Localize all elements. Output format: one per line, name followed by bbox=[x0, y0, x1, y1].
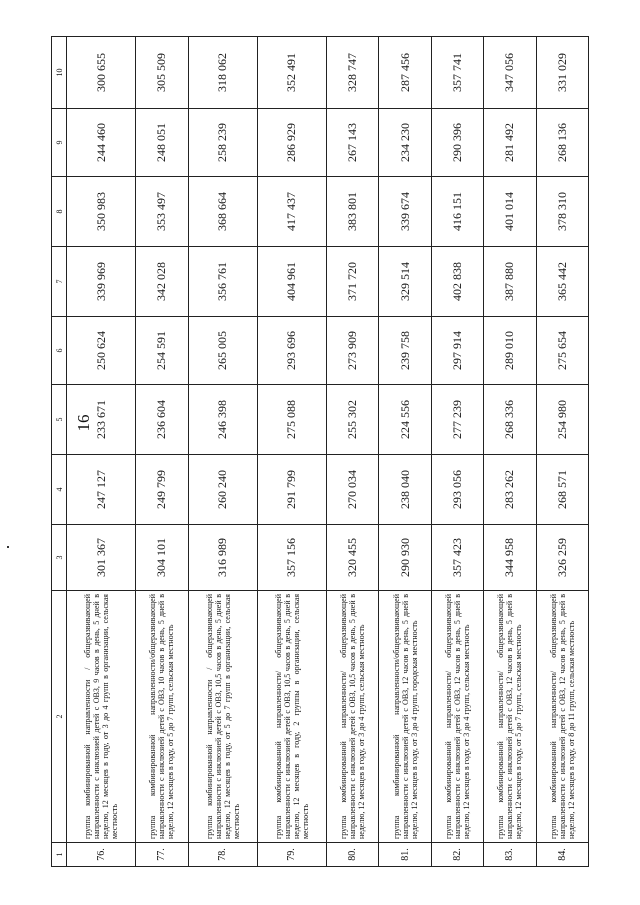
value-cell: 357 741 bbox=[431, 37, 483, 109]
row-number: 78. bbox=[188, 843, 257, 867]
value-cell: 246 398 bbox=[188, 385, 257, 455]
value-cell: 291 799 bbox=[257, 455, 326, 525]
value-cell: 353 497 bbox=[136, 177, 188, 247]
group-description: группа комбинированной направленности/общеразвивающей направленности с инклюзией детей с ОВЗ, 10 часов в день, 5 дней в неделю, 12 месяцев в году, от 5 до 7 групп, сельская местность bbox=[136, 591, 188, 843]
value-cell: 404 961 bbox=[257, 247, 326, 317]
value-cell: 283 262 bbox=[484, 455, 536, 525]
value-cell: 290 396 bbox=[431, 109, 483, 177]
value-cell: 401 014 bbox=[484, 177, 536, 247]
header-cell: 8 bbox=[52, 177, 67, 247]
value-cell: 275 088 bbox=[257, 385, 326, 455]
table-row bbox=[67, 37, 136, 867]
table-row bbox=[536, 37, 588, 867]
header-cell: 3 bbox=[52, 525, 67, 591]
value-cell: 297 914 bbox=[431, 317, 483, 385]
scan-speck bbox=[7, 546, 9, 548]
table-row bbox=[379, 37, 431, 867]
value-cell: 268 571 bbox=[536, 455, 588, 525]
value-cell: 250 624 bbox=[67, 317, 136, 385]
value-cell: 357 156 bbox=[257, 525, 326, 591]
value-cell: 286 929 bbox=[257, 109, 326, 177]
value-cell: 265 005 bbox=[188, 317, 257, 385]
table-row bbox=[484, 37, 536, 867]
value-cell: 293 056 bbox=[431, 455, 483, 525]
rotated-table-container bbox=[51, 37, 589, 867]
header-cell: 10 bbox=[52, 37, 67, 109]
value-cell: 416 151 bbox=[431, 177, 483, 247]
value-cell: 342 028 bbox=[136, 247, 188, 317]
row-number: 83. bbox=[484, 843, 536, 867]
value-cell: 287 456 bbox=[379, 37, 431, 109]
header-cell: 1 bbox=[52, 843, 67, 867]
value-cell: 383 801 bbox=[327, 177, 379, 247]
table-row bbox=[431, 37, 483, 867]
value-cell: 368 664 bbox=[188, 177, 257, 247]
value-cell: 248 051 bbox=[136, 109, 188, 177]
value-cell: 305 509 bbox=[136, 37, 188, 109]
value-cell: 371 720 bbox=[327, 247, 379, 317]
row-number: 80. bbox=[327, 843, 379, 867]
cost-table bbox=[51, 36, 589, 867]
page-number: 16 bbox=[74, 414, 93, 432]
value-cell: 281 492 bbox=[484, 109, 536, 177]
value-cell: 328 747 bbox=[327, 37, 379, 109]
value-cell: 365 442 bbox=[536, 247, 588, 317]
value-cell: 402 838 bbox=[431, 247, 483, 317]
value-cell: 268 136 bbox=[536, 109, 588, 177]
value-cell: 254 591 bbox=[136, 317, 188, 385]
value-cell: 293 696 bbox=[257, 317, 326, 385]
value-cell: 331 029 bbox=[536, 37, 588, 109]
value-cell: 277 239 bbox=[431, 385, 483, 455]
value-cell: 318 062 bbox=[188, 37, 257, 109]
table-body bbox=[67, 37, 589, 867]
row-number: 81. bbox=[379, 843, 431, 867]
value-cell: 289 010 bbox=[484, 317, 536, 385]
header-cell: 6 bbox=[52, 317, 67, 385]
row-number: 82. bbox=[431, 843, 483, 867]
value-cell: 339 674 bbox=[379, 177, 431, 247]
value-cell: 273 909 bbox=[327, 317, 379, 385]
group-description: группа комбинированной направленности/ общеразвивающей направленности с инклюзией детей с ОВЗ, 10,5 часов в день, 5 дней в неделю, 12 месяцев в году, от 3 до 4 групп, сельская местность bbox=[327, 591, 379, 843]
value-cell: 254 980 bbox=[536, 385, 588, 455]
value-cell: 339 969 bbox=[67, 247, 136, 317]
value-cell: 247 127 bbox=[67, 455, 136, 525]
value-cell: 239 758 bbox=[379, 317, 431, 385]
value-cell: 238 040 bbox=[379, 455, 431, 525]
value-cell: 347 056 bbox=[484, 37, 536, 109]
table-row bbox=[188, 37, 257, 867]
value-cell: 316 989 bbox=[188, 525, 257, 591]
table-row bbox=[257, 37, 326, 867]
table-row bbox=[136, 37, 188, 867]
value-cell: 224 556 bbox=[379, 385, 431, 455]
row-number: 84. bbox=[536, 843, 588, 867]
group-description: группа комбинированной направленности/общеразвивающей направленности с инклюзией детей с ОВЗ, 12 часов в день, 5 дней в неделю, 12 месяцев в году, от 3 до 4 групп, городская местность bbox=[379, 591, 431, 843]
value-cell: 275 654 bbox=[536, 317, 588, 385]
header-cell: 4 bbox=[52, 455, 67, 525]
value-cell: 326 259 bbox=[536, 525, 588, 591]
value-cell: 267 143 bbox=[327, 109, 379, 177]
value-cell: 260 240 bbox=[188, 455, 257, 525]
value-cell: 233 671 bbox=[67, 385, 136, 455]
value-cell: 329 514 bbox=[379, 247, 431, 317]
value-cell: 344 958 bbox=[484, 525, 536, 591]
group-description: группа комбинированной направленности/ общеразвивающей направленности с инклюзией детей с ОВЗ, 12 часов в день, 5 дней в неделю, 12 месяцев в году, от 8 до 11 групп, сельская местность bbox=[536, 591, 588, 843]
value-cell: 244 460 bbox=[67, 109, 136, 177]
value-cell: 352 491 bbox=[257, 37, 326, 109]
row-number: 77. bbox=[136, 843, 188, 867]
value-cell: 357 423 bbox=[431, 525, 483, 591]
value-cell: 378 310 bbox=[536, 177, 588, 247]
group-description: группа комбинированной направленности / общеразвивающей направленности с инклюзией детей с ОВЗ, 9 часов в день, 5 дней в неделю, 12 месяцев в году, от 3 до 4 групп в организации, сельская местность bbox=[67, 591, 136, 843]
value-cell: 300 655 bbox=[67, 37, 136, 109]
group-description: группа комбинированной направленности/ общеразвивающей направленности с инклюзией детей с ОВЗ, 10,5 часов в день, 5 дней в неделю, 12 месяцев в году, 2 группы в организации, сельская местность bbox=[257, 591, 326, 843]
value-cell: 290 930 bbox=[379, 525, 431, 591]
group-description: группа комбинированной направленности/ общеразвивающей направленности с инклюзией детей с ОВЗ, 12 часов в день, 5 дней в неделю, 12 месяцев в году, от 5 до 7 групп, сельская местность bbox=[484, 591, 536, 843]
header-row bbox=[52, 37, 67, 867]
value-cell: 236 604 bbox=[136, 385, 188, 455]
row-number: 76. bbox=[67, 843, 136, 867]
header-cell: 5 bbox=[52, 385, 67, 455]
value-cell: 255 302 bbox=[327, 385, 379, 455]
value-cell: 270 034 bbox=[327, 455, 379, 525]
group-description: группа комбинированной направленности / общеразвивающей направленности с инклюзией детей с ОВЗ, 10,5 часов в день, 5 дней в неделю, 12 месяцев в году, от 5 до 7 групп в организации, сельская местность bbox=[188, 591, 257, 843]
value-cell: 356 761 bbox=[188, 247, 257, 317]
value-cell: 258 239 bbox=[188, 109, 257, 177]
header-cell: 2 bbox=[52, 591, 67, 843]
value-cell: 249 799 bbox=[136, 455, 188, 525]
value-cell: 268 336 bbox=[484, 385, 536, 455]
value-cell: 387 880 bbox=[484, 247, 536, 317]
row-number: 79. bbox=[257, 843, 326, 867]
value-cell: 304 101 bbox=[136, 525, 188, 591]
value-cell: 417 437 bbox=[257, 177, 326, 247]
value-cell: 320 455 bbox=[327, 525, 379, 591]
table-row bbox=[327, 37, 379, 867]
header-cell: 9 bbox=[52, 109, 67, 177]
value-cell: 350 983 bbox=[67, 177, 136, 247]
value-cell: 234 230 bbox=[379, 109, 431, 177]
value-cell: 301 367 bbox=[67, 525, 136, 591]
group-description: группа комбинированной направленности/ общеразвивающей направленности с инклюзией детей с ОВЗ, 12 часов в день, 5 дней в неделю, 12 месяцев в году, от 3 до 4 групп, сельская местность bbox=[431, 591, 483, 843]
header-cell: 7 bbox=[52, 247, 67, 317]
